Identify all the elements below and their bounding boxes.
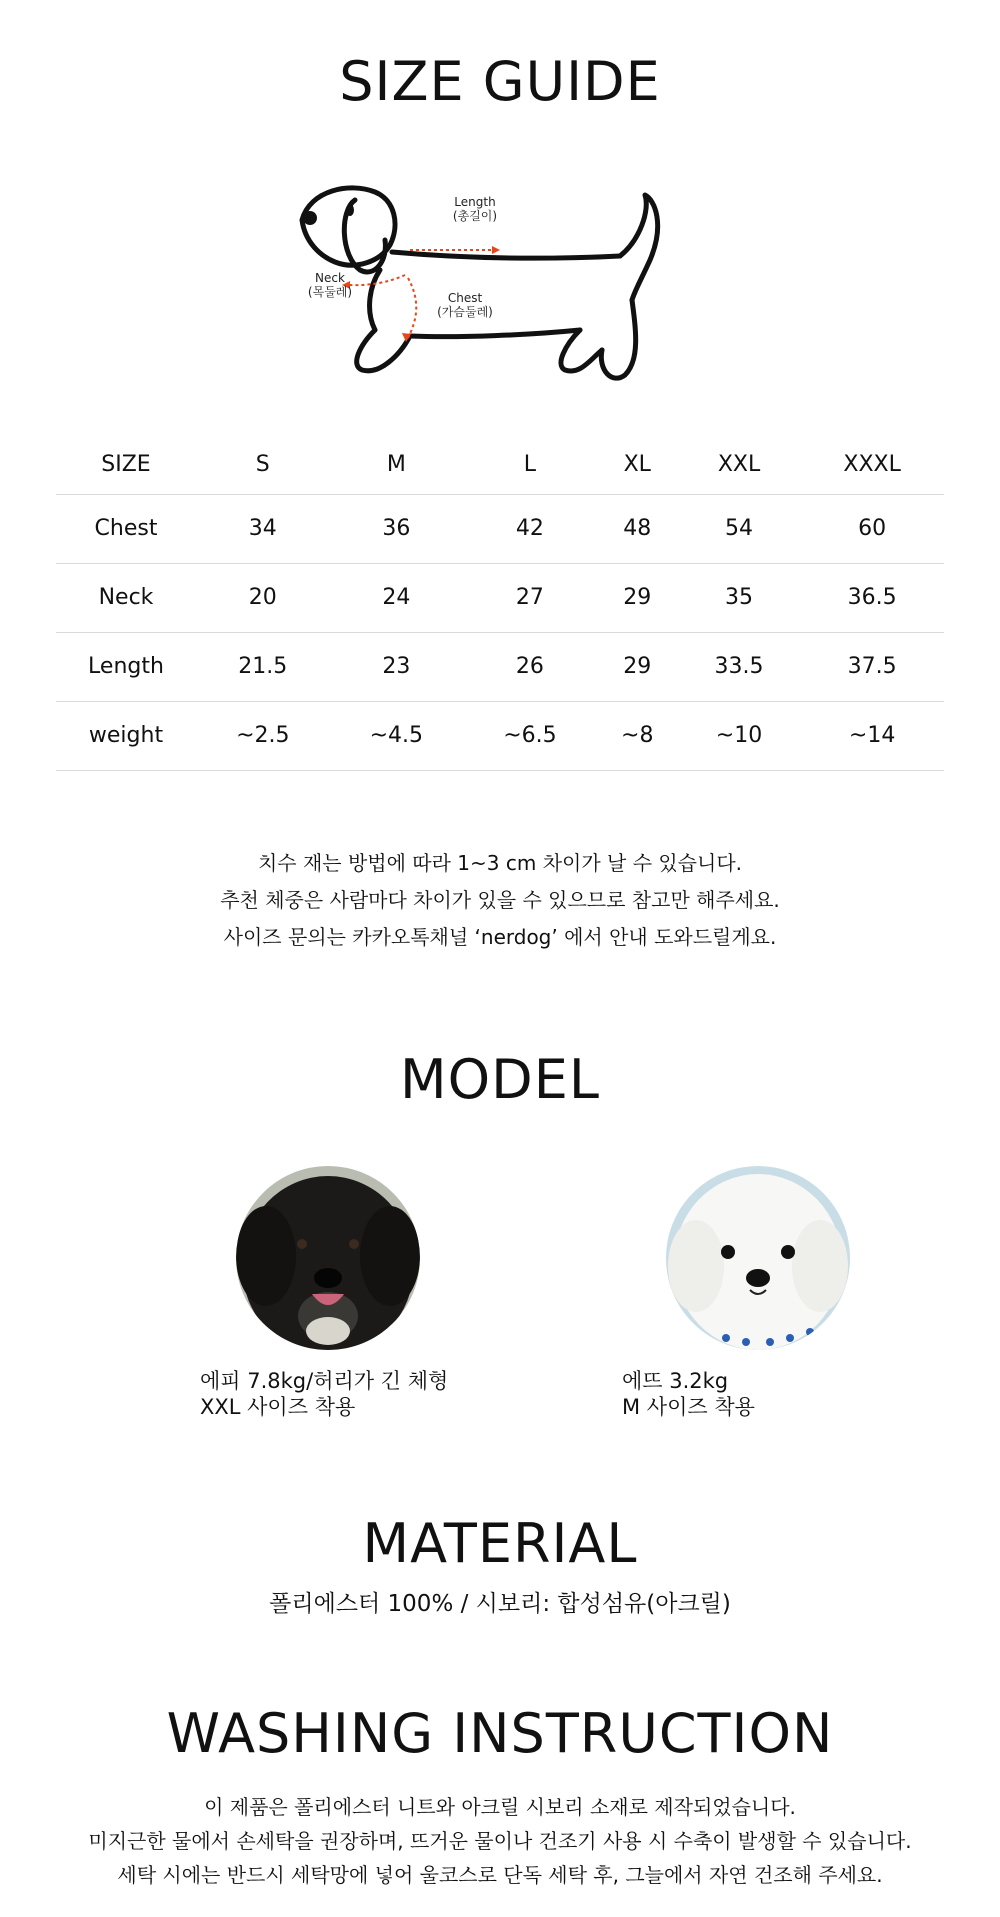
table-cell: 42: [515, 516, 544, 541]
neck-label-ko: (목둘레): [307, 285, 353, 299]
table-row: [56, 701, 944, 770]
header-cell: XXXL: [843, 452, 901, 478]
avatar: [236, 1166, 420, 1350]
avatar: [666, 1166, 850, 1350]
header-cell: XXL: [717, 452, 761, 478]
model-card-effie: [200, 1166, 520, 1420]
table-cell: 33.5: [714, 654, 764, 679]
dog-measurement-diagram: [280, 170, 720, 400]
model-title: MODEL: [400, 1048, 600, 1111]
material-text: 폴리에스터 100% / 시보리: 합성섬유(아크릴): [269, 1591, 731, 1617]
table-cell: 29: [623, 585, 652, 610]
table-cell: 23: [382, 654, 411, 679]
header-cell: M: [386, 452, 406, 478]
washing-text: [0, 1790, 1000, 1892]
table-cell: ~4.5: [369, 723, 424, 748]
size-table-header-row: [56, 436, 944, 494]
white-dog-photo-icon: [666, 1166, 850, 1350]
model-caption: [622, 1368, 950, 1420]
table-cell: 29: [623, 654, 652, 679]
table-cell: ~10: [715, 723, 763, 748]
neck-label: Neck: [315, 271, 345, 285]
length-label-ko: (총길이): [452, 209, 498, 223]
black-dog-photo-icon: [236, 1166, 420, 1350]
table-cell: 20: [248, 585, 277, 610]
table-cell: ~14: [848, 723, 896, 748]
header-cell: SIZE: [101, 452, 151, 478]
size-table: [56, 436, 944, 771]
washing-title: WASHING INSTRUCTION: [166, 1702, 834, 1765]
header-cell: L: [523, 452, 537, 478]
chest-label-ko: (가슴둘레): [437, 305, 493, 319]
row-label: weight: [88, 723, 164, 748]
material-title: MATERIAL: [362, 1512, 638, 1575]
note-line: 추천 체중은 사람마다 차이가 있을 수 있으므로 참고만 해주세요.: [220, 888, 780, 912]
model-caption-line: 에뜨 3.2kg: [622, 1369, 729, 1393]
header-cell: S: [255, 452, 270, 478]
header-cell: XL: [623, 452, 651, 478]
table-cell: 54: [725, 516, 754, 541]
table-cell: 37.5: [847, 654, 897, 679]
model-caption-line: 에피 7.8kg/허리가 긴 체형: [200, 1369, 449, 1393]
washing-line: 세탁 시에는 반드시 세탁망에 넣어 울코스로 단독 세탁 후, 그늘에서 자연 건조해 주세요.: [117, 1863, 883, 1887]
size-notes: [0, 845, 1000, 956]
table-cell: ~6.5: [503, 723, 557, 748]
dog-eye-icon: [346, 204, 354, 216]
note-line: 사이즈 문의는 카카오톡채널 ‘nerdog’ 에서 안내 도와드릴게요.: [223, 925, 777, 949]
table-cell: 34: [248, 516, 277, 541]
table-cell: ~2.5: [236, 723, 290, 748]
length-label: Length: [454, 195, 496, 209]
table-cell: 60: [858, 516, 887, 541]
table-row: [56, 563, 944, 632]
table-cell: 36: [382, 516, 411, 541]
table-row: [56, 494, 944, 563]
table-cell: ~8: [621, 723, 654, 748]
washing-line: 미지근한 물에서 손세탁을 권장하며, 뜨거운 물이나 건조기 사용 시 수축이 발생할 수 있습니다.: [88, 1829, 912, 1853]
table-cell: 35: [725, 585, 754, 610]
table-cell: 26: [515, 654, 544, 679]
washing-line: 이 제품은 폴리에스터 니트와 아크릴 시보리 소재로 제작되었습니다.: [204, 1795, 796, 1819]
size-guide-title: SIZE GUIDE: [339, 50, 661, 113]
row-label: Neck: [98, 585, 154, 610]
row-label: Length: [88, 654, 164, 679]
table-cell: 27: [515, 585, 544, 610]
table-cell: 24: [382, 585, 411, 610]
model-caption-line: M 사이즈 착용: [622, 1395, 755, 1419]
table-row: [56, 632, 944, 701]
table-cell: 36.5: [847, 585, 897, 610]
table-cell: 21.5: [238, 654, 288, 679]
dog-nose-icon: [303, 211, 317, 225]
chest-label: Chest: [447, 291, 483, 305]
model-card-ette: [622, 1166, 950, 1420]
model-caption-line: XXL 사이즈 착용: [200, 1395, 356, 1419]
note-line: 치수 재는 방법에 따라 1~3 cm 차이가 날 수 있습니다.: [257, 851, 743, 875]
table-cell: 48: [623, 516, 652, 541]
row-label: Chest: [94, 516, 158, 541]
model-caption: [200, 1368, 520, 1420]
